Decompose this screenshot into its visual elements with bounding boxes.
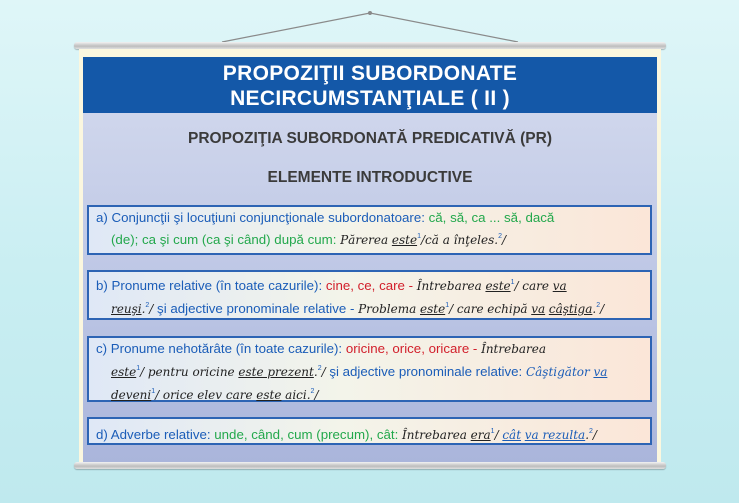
item-b-mid-text: şi adjective pronominale relative - bbox=[157, 301, 355, 316]
poster-top-rod bbox=[74, 42, 666, 49]
item-c-slash: / bbox=[140, 365, 145, 379]
item-b-period: . bbox=[141, 302, 146, 316]
item-b-slash-3: / bbox=[449, 302, 454, 316]
item-c-marker-1: 1 bbox=[136, 365, 141, 372]
item-a-example-clause: că a înţeles bbox=[425, 233, 495, 247]
item-d-ex-verb: era bbox=[470, 428, 491, 442]
poster-header bbox=[83, 57, 657, 113]
item-c-marker-2: 2 bbox=[317, 365, 322, 372]
item-d-slash-2: / bbox=[592, 428, 597, 442]
item-a-slash-end: / bbox=[502, 233, 507, 247]
item-b-ex2-noun: echipă bbox=[487, 302, 528, 316]
item-b-slash: / bbox=[514, 279, 519, 293]
item-c-ex2-deveni: deveni bbox=[111, 388, 152, 402]
item-c-ex2-aici: aici. bbox=[285, 388, 311, 402]
item-c-label: c) Pronume nehotărâte (în toate cazurile): bbox=[96, 341, 343, 356]
item-c-slash-2: / bbox=[321, 365, 326, 379]
item-c-ex2-verb: este bbox=[256, 388, 282, 402]
content-panel bbox=[83, 113, 657, 463]
item-b-ex2-relative: care bbox=[456, 302, 484, 316]
item-c-ex2-word: Câştigător bbox=[525, 365, 590, 379]
item-c-list: oricine, orice, oricare - bbox=[345, 341, 478, 356]
item-a-slash: / bbox=[420, 233, 426, 247]
section-heading: ELEMENTE INTRODUCTIVE bbox=[267, 169, 473, 186]
item-b-ex-relative: care bbox=[522, 279, 549, 293]
item-box-d bbox=[87, 417, 652, 445]
item-d-ex-cat: cât bbox=[502, 428, 522, 442]
item-b-ex-va: va bbox=[552, 279, 567, 293]
item-c-period: . bbox=[313, 365, 318, 379]
item-a-marker-2: 2 bbox=[498, 233, 502, 240]
item-b-slash-2: / bbox=[149, 302, 154, 316]
item-d-period: . bbox=[585, 428, 590, 442]
item-box-a bbox=[87, 205, 652, 255]
item-c-ex-word: Întrebarea bbox=[481, 342, 547, 356]
item-b-marker-4: 2 bbox=[596, 302, 601, 309]
item-c-slash-4: / bbox=[314, 388, 319, 402]
item-c-ex-verb: este bbox=[111, 365, 137, 379]
item-b-ex2-word: Problema bbox=[358, 302, 417, 316]
subtitle: PROPOZIŢIA SUBORDONATĂ PREDICATIVĂ (PR) bbox=[188, 130, 552, 147]
item-a-example-verb: este bbox=[391, 233, 418, 247]
poster bbox=[79, 49, 661, 465]
item-b-slash-4: / bbox=[600, 302, 605, 316]
item-c-mid-text: şi adjective pronominale relative: bbox=[329, 364, 523, 379]
item-a-list-2: (de); ca şi cum (ca şi când) după cum: bbox=[111, 232, 337, 247]
item-d-list: unde, când, cum (precum), cât: bbox=[214, 427, 399, 442]
item-c-marker-3: 1 bbox=[151, 388, 156, 395]
item-b-label: b) Pronume relative (în toate cazurile): bbox=[96, 278, 323, 293]
item-c-ex2-va: va bbox=[593, 365, 608, 379]
item-a-period: . bbox=[494, 233, 499, 247]
item-b-period-2: . bbox=[592, 302, 597, 316]
item-d-ex-word: Întrebarea bbox=[402, 428, 467, 442]
item-b-marker-1: 1 bbox=[510, 279, 515, 286]
item-c-ex2-orice: orice bbox=[162, 388, 194, 402]
item-b-ex-verb: este bbox=[485, 279, 511, 293]
item-c-marker-4: 2 bbox=[310, 388, 315, 395]
item-a-list: că, să, ca ... să, dacă bbox=[428, 210, 555, 225]
item-a-example-word: Părerea bbox=[340, 233, 389, 247]
item-b-ex2-verb: este bbox=[420, 302, 446, 316]
item-d-marker-2: 2 bbox=[589, 428, 593, 435]
poster-bottom-rod bbox=[74, 462, 666, 469]
item-b-ex-word: Întrebarea bbox=[416, 279, 482, 293]
item-a-label: a) Conjuncţii şi locuţiuni conjuncţionale subordonatoare: bbox=[96, 210, 425, 225]
item-d-marker-1: 1 bbox=[490, 428, 495, 435]
item-b-ex-reusi: reuşi bbox=[111, 302, 142, 316]
item-box-b bbox=[87, 270, 652, 320]
title-line-2: NECIRCUMSTANŢIALE ( II ) bbox=[230, 87, 510, 110]
item-b-ex2-va: va bbox=[531, 302, 546, 316]
item-d-label: d) Adverbe relative: bbox=[96, 427, 211, 442]
item-d-slash: / bbox=[494, 428, 499, 442]
item-b-marker-2: 2 bbox=[145, 302, 150, 309]
title-line-1: PROPOZIŢII SUBORDONATE bbox=[222, 62, 518, 85]
item-b-ex2-verb2: câştiga bbox=[548, 302, 593, 316]
item-b-list: cine, ce, care - bbox=[325, 278, 414, 293]
item-c-ex-pronoun: pentru oricine bbox=[147, 365, 235, 379]
item-c-ex-present: este prezent bbox=[238, 365, 314, 379]
item-box-c bbox=[87, 336, 652, 402]
item-d-ex-rezulta: va rezulta bbox=[524, 428, 586, 442]
item-a-marker-1: 1 bbox=[417, 233, 421, 240]
item-b-marker-3: 1 bbox=[445, 302, 450, 309]
item-c-ex2-noun: elev care bbox=[197, 388, 253, 402]
item-c-slash-3: / bbox=[155, 388, 160, 402]
